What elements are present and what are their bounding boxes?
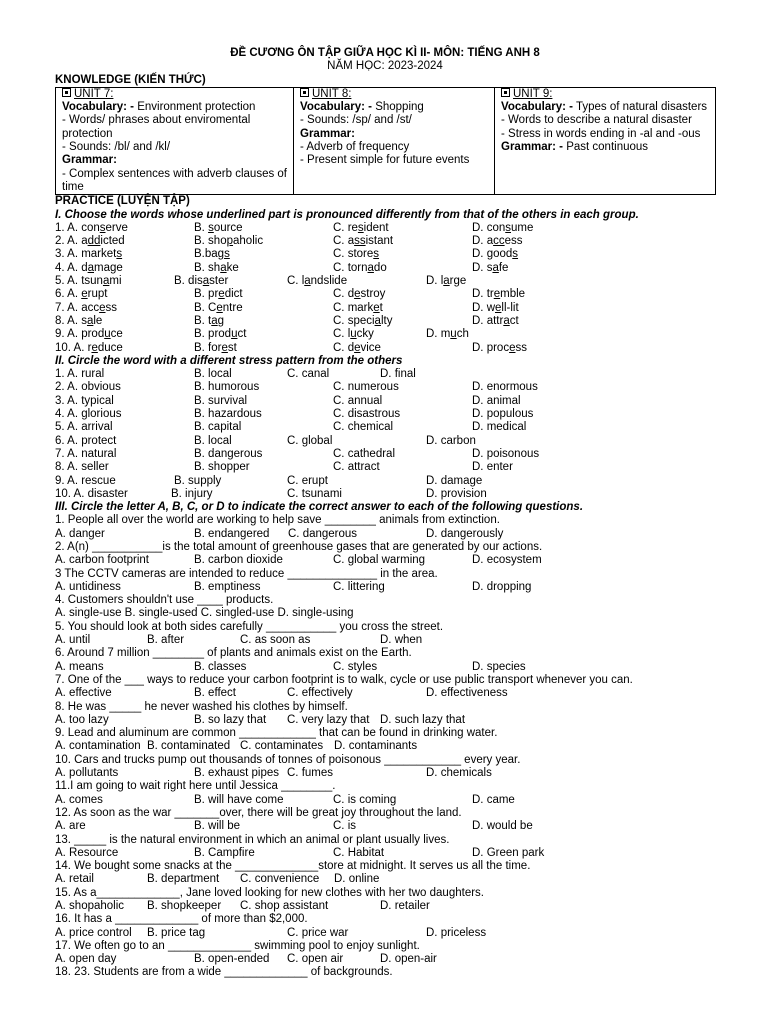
answer-option: B. injury <box>171 487 213 500</box>
answer-option: A. effective <box>55 687 112 700</box>
options-row <box>55 794 715 807</box>
answer-option: 10. A. disaster <box>55 487 128 500</box>
question-row <box>55 421 715 434</box>
answer-option: D. final <box>380 368 416 381</box>
question-text: 10. Cars and trucks pump out thousands of tonnes of poisonous ____________ every year. <box>55 753 521 766</box>
answer-option: D. online <box>334 873 380 886</box>
answer-option: 9. A. produce <box>55 328 123 341</box>
question-row <box>55 408 715 421</box>
answer-option: C. specialty <box>333 314 393 327</box>
question-row <box>55 328 715 341</box>
underlined-part: a <box>492 261 499 274</box>
answer-option: 7. A. natural <box>55 447 117 460</box>
underlined-part: a <box>304 275 311 288</box>
unit-label: UNIT 7: <box>74 87 114 100</box>
section-1-heading: I. Choose the words whose underlined part is pronounced differently from that of the others in each group. <box>55 208 639 221</box>
options-row <box>55 581 715 594</box>
answer-option: D. well-lit <box>472 301 519 314</box>
answer-option: D. much <box>426 328 469 341</box>
answer-option: C. open air <box>287 953 344 966</box>
answer-option: B. hazardous <box>194 408 262 421</box>
answer-option: D. Green park <box>472 846 545 859</box>
answer-option: 9. A. rescue <box>55 474 116 487</box>
answer-option: 8. A. seller <box>55 461 109 474</box>
underlined-part: u <box>450 328 457 341</box>
underlined-part: s <box>208 221 214 234</box>
grammar-label: Grammar: <box>300 127 355 140</box>
answer-option: C. cathedral <box>333 447 396 460</box>
question-row <box>55 248 715 261</box>
underlined-part: e <box>216 301 223 314</box>
underlined-part: a <box>443 275 450 288</box>
answer-option: D. would be <box>472 820 533 833</box>
checkbox-icon <box>501 88 510 97</box>
answer-option: D. when <box>380 634 423 647</box>
answer-option: A. pollutants <box>55 767 119 780</box>
answer-option: A. untidiness <box>55 580 121 593</box>
answer-option: B. local <box>194 434 232 447</box>
answer-option: D. enter <box>472 461 513 474</box>
underlined-part: s <box>99 221 106 234</box>
underlined-part: e <box>81 288 88 301</box>
answer-option: A. means <box>55 660 104 673</box>
answer-option: D. access <box>472 235 523 248</box>
answer-option: A. until <box>55 634 91 647</box>
answer-option: B. disaster <box>174 275 229 288</box>
unit-label: UNIT 9: <box>513 87 553 100</box>
answer-option: A. comes <box>55 793 103 806</box>
answer-option: C. is <box>333 820 356 833</box>
question-row <box>55 368 715 381</box>
underlined-part: s <box>224 248 230 261</box>
answer-option: D. tremble <box>472 288 526 301</box>
underlined-part: e <box>218 288 225 301</box>
answer-option: B. open-ended <box>194 953 270 966</box>
unit-cell-9 <box>495 87 716 194</box>
grammar-item: - Complex sentences with adverb clauses of time <box>62 167 287 193</box>
options-row <box>55 927 715 940</box>
answer-option: D. carbon <box>426 434 476 447</box>
options-row <box>55 953 715 966</box>
answer-option: B. exhaust pipes <box>194 767 280 780</box>
underlined-part: s <box>505 221 511 234</box>
answer-option: D. damage <box>426 474 483 487</box>
options-row <box>55 740 715 753</box>
answer-option: D. provision <box>426 487 487 500</box>
unit-detail: - Sounds: /bl/ and /kl/ <box>62 141 171 154</box>
answer-option: D. dangerously <box>426 527 504 540</box>
question-text: 12. As soon as the war _______over, there will be great joy throughout the land. <box>55 806 462 819</box>
grammar-line <box>62 154 289 167</box>
answer-option: 8. A. sale <box>55 314 103 327</box>
answer-option: C. landslide <box>287 275 348 288</box>
answer-option: B. Campfire <box>194 846 255 859</box>
answer-option: B. dangerous <box>194 447 263 460</box>
answer-option: C. canal <box>287 368 330 381</box>
document-title: ĐỀ CƯƠNG ÔN TẬP GIỮA HỌC KÌ II- MÔN: TIẾNG ANH 8 <box>230 47 540 59</box>
options-row <box>55 661 715 674</box>
answer-option: D. large <box>426 275 467 288</box>
units-table <box>55 87 716 195</box>
question-row <box>55 475 715 488</box>
options-row <box>55 714 715 727</box>
answer-option: B. so lazy that <box>194 713 267 726</box>
answer-option: D. species <box>472 660 526 673</box>
options-row <box>55 820 715 833</box>
answer-option: B. tag <box>194 314 225 327</box>
question-text: 3 The CCTV cameras are intended to reduce ______________ in the area. <box>55 567 438 580</box>
vocabulary-topic: Types of natural disasters <box>573 101 708 114</box>
options-row <box>55 847 715 860</box>
underlined-part: a <box>102 275 110 288</box>
answer-option: A. open day <box>55 953 117 966</box>
underlined-part: s <box>116 248 123 261</box>
answer-option: C. styles <box>333 660 378 673</box>
underlined-part: a <box>374 314 381 327</box>
answer-option: B. shopkeeper <box>147 900 222 912</box>
answer-option: A. contamination <box>55 740 141 753</box>
answer-option: D. priceless <box>426 926 487 939</box>
answer-option: B. capital <box>194 421 242 434</box>
answer-option: C. global warming <box>333 554 426 567</box>
answer-option: B. after <box>147 634 185 647</box>
question-row <box>55 381 715 394</box>
answer-option: D. enormous <box>472 381 538 394</box>
answer-option: C. market <box>333 301 383 314</box>
question-text: 16. It has a _____________ of more than $2,000. <box>55 913 308 926</box>
underlined-part: e <box>99 301 106 314</box>
answer-option: B. Centre <box>194 301 243 314</box>
answer-option: B. contaminated <box>147 740 231 753</box>
question-text: 4. Customers shouldn't use ____ products. <box>55 594 274 607</box>
options-row <box>55 528 715 541</box>
underlined-part: a <box>211 314 218 327</box>
options-row <box>55 634 715 647</box>
underlined-part: s <box>357 221 364 234</box>
answer-option: D. consume <box>472 221 534 234</box>
question-text: 8. He was _____ he never washed his clothes by himself. <box>55 700 348 713</box>
answer-option: B. shake <box>194 261 239 274</box>
question-text: 6. Around 7 million ________ of plants and animals exist on the Earth. <box>55 647 412 660</box>
answer-option: C. annual <box>333 394 383 407</box>
underlined-part: a <box>367 261 374 274</box>
grammar-line <box>300 128 490 141</box>
answer-option: A. shopaholic <box>55 900 125 912</box>
answer-option: D. came <box>472 793 515 806</box>
answer-option: B. department <box>147 873 220 886</box>
answer-option: 6. A. protect <box>55 434 117 447</box>
answer-option: C. effectively <box>287 687 353 700</box>
underlined-part: e <box>373 301 380 314</box>
unit-label: UNIT 8: <box>312 87 352 100</box>
answer-option: D. medical <box>472 421 527 434</box>
options-row <box>55 554 715 567</box>
answer-option: A. carbon footprint <box>55 554 149 567</box>
underlined-part: p <box>226 235 234 248</box>
question-text: 5. You should look at both sides carefully ___________ you cross the street. <box>55 620 444 633</box>
question-text: 13. _____ is the natural environment in which an animal or plant usually lives. <box>55 833 450 846</box>
unit-detail: - Sounds: /sp/ and /st/ <box>300 114 412 127</box>
options-row <box>55 767 715 780</box>
question-text: 11.I am going to wait right here until Jessica ________. <box>55 780 336 793</box>
answer-option: C. very lazy that <box>287 713 370 726</box>
section-1-list <box>55 222 715 355</box>
answer-option: D. retailer <box>380 900 430 912</box>
answer-option: C. destroy <box>333 288 386 301</box>
question-row <box>55 315 715 328</box>
question-row <box>55 488 715 501</box>
underlined-part: dd <box>87 235 101 248</box>
options-row <box>55 900 715 913</box>
answer-option: B. shopaholic <box>194 235 264 248</box>
question-row <box>55 435 715 448</box>
question-row <box>55 275 715 288</box>
answer-option: C. tsunami <box>287 487 342 500</box>
section-3-heading: III. Circle the letter A, B, C, or D to indicate the correct answer to each of the following questions. <box>55 501 584 514</box>
section-3-list <box>55 514 715 979</box>
unit-name <box>501 88 711 101</box>
section-2-heading: II. Circle the word with a different stress pattern from the others <box>55 354 403 367</box>
answer-option: C. price war <box>287 926 349 939</box>
answer-option: C. attract <box>333 461 380 474</box>
answer-option: B. product <box>194 328 247 341</box>
unit-detail: - Words to describe a natural disaster <box>501 114 692 127</box>
answer-option: C. littering <box>333 580 385 593</box>
answer-option: D. animal <box>472 394 521 407</box>
underlined-part: e <box>354 341 361 354</box>
underlined-part: a <box>220 261 227 274</box>
answer-option: D. goods <box>472 248 519 261</box>
question-text: 18. 23. Students are from a wide _____________ of backgrounds. <box>55 966 393 979</box>
answer-option: B. survival <box>194 394 248 407</box>
grammar-label: Grammar: - <box>501 141 563 154</box>
answer-option: B. carbon dioxide <box>194 554 283 567</box>
grammar-line <box>501 141 711 154</box>
answer-option: B. predict <box>194 288 243 301</box>
document-page <box>55 47 715 980</box>
answer-option: D. safe <box>472 261 509 274</box>
answer-option: B.bags <box>194 248 230 261</box>
answer-option: C. lucky <box>333 328 374 341</box>
answer-option: C. contaminates <box>240 740 324 753</box>
underlined-part: a <box>202 275 210 288</box>
answer-option: D. process <box>472 341 527 354</box>
answer-option: C. device <box>333 341 381 354</box>
school-year: NĂM HỌC: 2023-2024 <box>327 60 443 73</box>
grammar-label: Grammar: <box>62 154 117 167</box>
underlined-part: e <box>91 341 98 354</box>
answer-option: 6. A. erupt <box>55 288 108 301</box>
underlined-part: e <box>509 341 516 354</box>
section-2-list <box>55 368 715 501</box>
answer-option: B. forest <box>194 341 237 354</box>
answer-option: D. populous <box>472 408 534 421</box>
question-text: 2. A(n) ___________is the total amount of greenhouse gases that are generated by our actions. <box>55 540 543 553</box>
vocabulary-topic: Shopping <box>372 101 424 114</box>
unit-name <box>62 88 289 101</box>
underlined-part: a <box>503 314 510 327</box>
answer-option: C. chemical <box>333 421 394 434</box>
underlined-part: e <box>221 341 228 354</box>
question-row <box>55 235 715 248</box>
answer-option: C. as soon as <box>240 634 311 647</box>
answer-option: D. contaminants <box>334 740 418 753</box>
question-text: 15. As a_____________, Jane loved looking for new clothes with her two daughters. <box>55 886 484 899</box>
answer-option: B. will have come <box>194 793 284 806</box>
underlined-part: s <box>512 248 519 261</box>
vocabulary-line <box>501 101 711 114</box>
question-text: 17. We often go to an _____________ swimming pool to enjoy sunlight. <box>55 939 420 952</box>
answer-option: A. price control <box>55 926 132 939</box>
answer-option: C. erupt <box>287 474 328 487</box>
answer-option: 1. A. conserve <box>55 221 128 234</box>
question-text: 7. One of the ___ ways to reduce your carbon footprint is to walk, cycle or use public transport whenever you can. <box>55 673 633 686</box>
question-row <box>55 342 715 355</box>
underlined-part: e <box>493 288 501 301</box>
answer-option: B. source <box>194 221 243 234</box>
answer-option: C. resident <box>333 221 389 234</box>
answer-option: C. global <box>287 434 333 447</box>
answer-option: B. endangered <box>194 527 270 540</box>
underlined-part: a <box>87 261 95 274</box>
answer-option: A. Resource <box>55 846 119 859</box>
answer-option: 4. A. damage <box>55 261 123 274</box>
answer-option: C. Habitat <box>333 846 385 859</box>
options-row <box>55 873 715 886</box>
answer-option: D. chemicals <box>426 767 492 780</box>
vocabulary-line <box>300 101 490 114</box>
answer-option: B. local <box>194 368 232 381</box>
question-row <box>55 448 715 461</box>
answer-option: C. stores <box>333 248 380 261</box>
answer-option: A. single-use B. single-used C. singled-use D. single-using <box>55 607 354 620</box>
unit-detail: - Words/ phrases about enviromental protection <box>62 114 251 140</box>
answer-option: C. fumes <box>287 767 334 780</box>
answer-option: D. such lazy that <box>380 713 466 726</box>
answer-option: 10. A. reduce <box>55 341 123 354</box>
grammar-item: - Present simple for future events <box>300 154 470 167</box>
answer-option: A. too lazy <box>55 713 109 726</box>
answer-option: B. will be <box>194 820 241 833</box>
answer-option: D. open-air <box>380 953 437 966</box>
underlined-part: e <box>354 288 361 301</box>
answer-option: 3. A. typical <box>55 394 114 407</box>
question-row <box>55 288 715 301</box>
answer-option: D. ecosystem <box>472 554 542 567</box>
underlined-part: ss <box>354 235 366 248</box>
vocabulary-topic: Environment protection <box>134 101 256 114</box>
answer-option: 4. A. glorious <box>55 408 122 421</box>
answer-option: A. are <box>55 820 86 833</box>
underlined-part: cc <box>493 235 505 248</box>
question-row <box>55 461 715 474</box>
underlined-part: a <box>86 314 94 327</box>
answer-option: C. disastrous <box>333 408 401 421</box>
answer-option: 7. A. access <box>55 301 118 314</box>
answer-option: 2. A. obvious <box>55 381 121 394</box>
grammar-item: Past continuous <box>563 141 649 154</box>
answer-option: C. is coming <box>333 793 397 806</box>
answer-option: C. shop assistant <box>240 900 329 912</box>
answer-option: D. dropping <box>472 580 532 593</box>
answer-option: D. attract <box>472 314 519 327</box>
question-text: 9. Lead and aluminum are common ____________ that can be found in drinking water. <box>55 727 498 740</box>
underlined-part: u <box>231 328 238 341</box>
vocabulary-label: Vocabulary: - <box>501 101 573 114</box>
answer-option: C. convenience <box>240 873 320 886</box>
vocabulary-label: Vocabulary: - <box>62 101 134 114</box>
unit-cell-8 <box>294 87 495 194</box>
answer-option: B. effect <box>194 687 236 700</box>
answer-option: 5. A. arrival <box>55 421 113 434</box>
answer-option: C. dangerous <box>288 527 358 540</box>
question-text: 1. People all over the world are working to help save ________ animals from extinction. <box>55 514 500 527</box>
answer-option: B. price tag <box>147 926 206 939</box>
answer-option: 5. A. tsunami <box>55 275 122 288</box>
checkbox-icon <box>62 88 71 97</box>
answer-option: B. classes <box>194 660 247 673</box>
checkbox-icon <box>300 88 309 97</box>
question-text: 14. We bought some snacks at the _____________store at midnight. It serves us all the time. <box>55 860 531 873</box>
answer-option: A. danger <box>55 527 105 540</box>
vocabulary-line <box>62 101 289 114</box>
options-row <box>55 687 715 700</box>
underlined-part: e <box>495 301 502 314</box>
answer-option: B. shopper <box>194 461 250 474</box>
answer-option: D. poisonous <box>472 447 540 460</box>
answer-option: B. emptiness <box>194 580 261 593</box>
answer-option: C. tornado <box>333 261 387 274</box>
answer-option: 2. A. addicted <box>55 235 125 248</box>
knowledge-heading: KNOWLEDGE (KIẾN THỨC) <box>55 73 206 86</box>
underlined-part: u <box>350 328 357 341</box>
grammar-item: - Adverb of frequency <box>300 141 410 154</box>
answer-option: 1. A. rural <box>55 368 105 381</box>
question-row <box>55 395 715 408</box>
answer-option: C. assistant <box>333 235 394 248</box>
answer-option: 3. A. markets <box>55 248 123 261</box>
answer-option: C. numerous <box>333 381 399 394</box>
answer-option: A. retail <box>55 873 94 886</box>
unit-detail: - Stress in words ending in -al and -ous <box>501 127 701 140</box>
question-row <box>55 222 715 235</box>
question-row <box>55 262 715 275</box>
underlined-part: u <box>104 328 111 341</box>
question-row <box>55 302 715 315</box>
vocabulary-label: Vocabulary: - <box>300 101 372 114</box>
options-row <box>55 607 715 620</box>
answer-option: B. humorous <box>194 381 260 394</box>
unit-name <box>300 88 490 101</box>
practice-heading: PRACTICE (LUYỆN TẬP) <box>55 195 190 208</box>
answer-option: B. supply <box>174 474 222 487</box>
underlined-part: s <box>373 248 380 261</box>
unit-cell-7 <box>56 87 294 194</box>
answer-option: D. effectiveness <box>426 687 508 700</box>
